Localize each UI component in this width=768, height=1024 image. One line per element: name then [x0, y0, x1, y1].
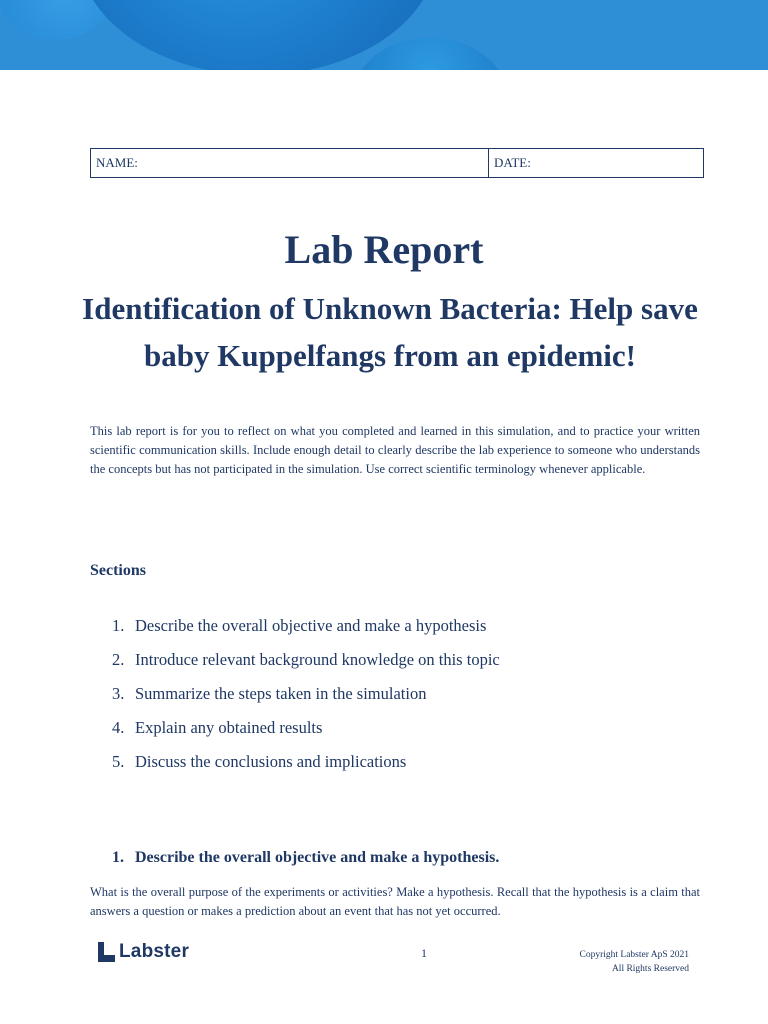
list-item	[112, 650, 500, 670]
section-1-title: Describe the overall objective and make a hypothesis.	[135, 849, 500, 866]
copyright-notice	[579, 948, 689, 976]
banner-bubble	[0, 0, 110, 40]
page-subtitle: Identification of Unknown Bacteria: Help save baby Kuppelfangs from an epidemic!	[82, 291, 698, 373]
list-item-label: Introduce relevant background knowledge on this topic	[135, 650, 500, 669]
page-number: 1	[421, 946, 427, 960]
list-item	[112, 718, 500, 738]
list-item-number: 2.	[112, 650, 125, 669]
sections-list	[112, 616, 500, 786]
logo-text: Labster	[119, 941, 190, 962]
list-item-number: 5.	[112, 752, 125, 771]
sections-heading: Sections	[90, 562, 146, 579]
copyright-line: Copyright Labster ApS 2021	[579, 950, 689, 960]
intro-paragraph: This lab report is for you to reflect on what you completed and learned in this simulation, and to practice your written scientific communication skills. Include enough detail to clearly describe the lab experience to someone who understands the concepts but has not participated in the simulation. Use correct scientific terminology whenever applicable.	[90, 424, 700, 476]
section-1-heading	[112, 849, 499, 867]
page-title: Lab Report	[284, 227, 484, 272]
list-item	[112, 684, 500, 704]
list-item-number: 1.	[112, 616, 125, 635]
section-1-number: 1.	[112, 849, 124, 866]
list-item	[112, 752, 500, 772]
list-item-label: Discuss the conclusions and implications	[135, 752, 407, 771]
list-item-label: Summarize the steps taken in the simulation	[135, 684, 427, 703]
name-field[interactable]: NAME:	[91, 149, 489, 177]
rights-line: All Rights Reserved	[611, 964, 689, 974]
list-item-number: 4.	[112, 718, 125, 737]
list-item	[112, 616, 500, 636]
header-banner	[0, 0, 768, 70]
list-item-number: 3.	[112, 684, 125, 703]
date-field[interactable]: DATE:	[494, 155, 531, 170]
list-item-label: Describe the overall objective and make a hypothesis	[135, 616, 487, 635]
section-1-text: What is the overall purpose of the experiments or activities? Make a hypothesis. Recall that the hypothesis is a claim that answers a question or makes a prediction about an event that has not yet occurred.	[90, 885, 700, 918]
name-date-table	[90, 148, 704, 178]
list-item-label: Explain any obtained results	[135, 718, 323, 737]
